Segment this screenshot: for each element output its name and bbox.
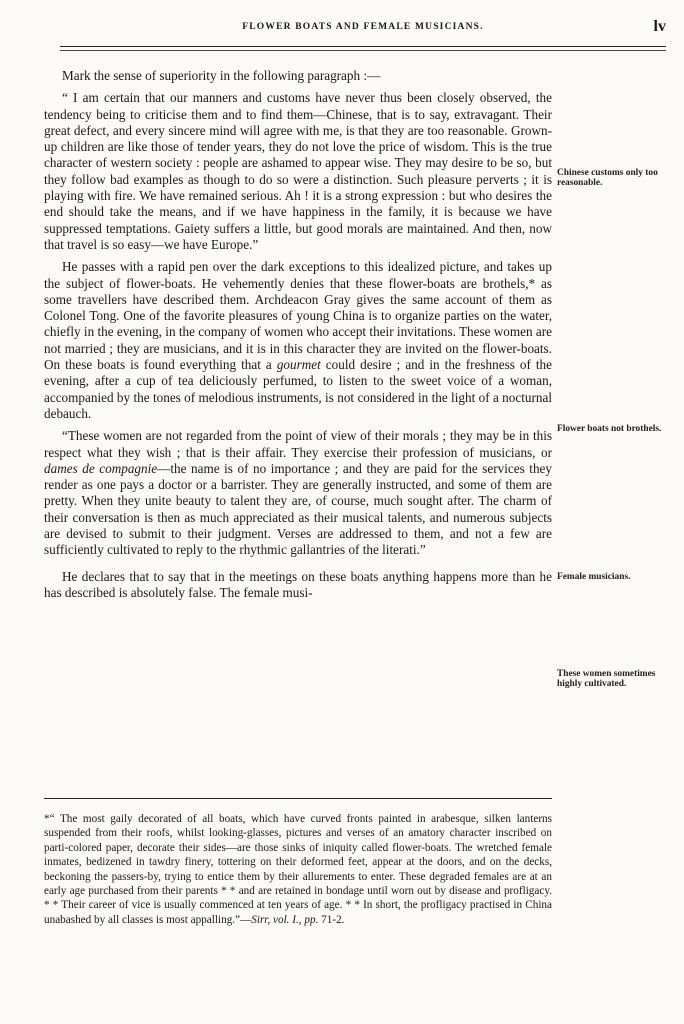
running-title: FLOWER BOATS AND FEMALE MUSICIANS. [242, 22, 484, 32]
footnote-pages: 71-2. [318, 913, 345, 926]
paragraph-declaration: He declares that to say that in the meetings on these boats anything happens more than he has described is absolutely false. The female musi- [44, 568, 552, 600]
header-rule [60, 46, 666, 47]
paragraph-intro: Mark the sense of superiority in the following paragraph :— [62, 68, 381, 83]
margin-note-cultivated: These women sometimes highly cultivated. [557, 669, 656, 689]
margin-note-female-musicians: Female musicians. [557, 572, 631, 582]
paragraph-quote-customs: “ I am certain that our manners and customs have never thus been closely observed, the tendency being to criticise them and to find them—Chinese, that is to say, extravagant. Their great defect, and every sincere mind will agree with me, is that they are too reasonable. Grown-up children are like those of tender years, they do not love the price of wisdom. This is the true character of western society : people are ashamed to appear wise. They may desire to be so, but they follow bad examples as though to do so were a distinction. Such pleasure perverts ; it is playing with fire. We have remained serious. Ah ! it is a strong expression : but who desires the end should take the means, and if we have happiness in the family, it is because we have suppressed temptations. Gaiety suffers a little, but good morals are maintained. And then, now that travel is so easy—we have Europe.” [44, 90, 552, 252]
main-text [44, 68, 552, 601]
footnote-rule [44, 798, 552, 799]
italic-term-dames: dames de compagnie [44, 460, 158, 476]
page-number: lv [653, 18, 666, 35]
page-header [60, 18, 666, 40]
paragraph-quote-musicians [44, 428, 552, 558]
margin-note-customs: Chinese customs only too reasonable. [557, 168, 658, 188]
text-span: “These women are not regarded from the point of view of their morals ; they may be in this respect what they wish ; that is their affair. They exercise their profession of musicians, or [44, 428, 552, 460]
margin-note-not-brothels: Flower boats not brothels. [557, 424, 662, 434]
italic-term-gourmet: gourmet [276, 357, 321, 373]
text-span: could desire ; and in the freshness of the evening, after a cup of tea deliciously perfumed, to listen to the sweet voice of a woman, accompanied by the tones of melodious instruments, is not considered in the light of a nocturnal debauch. [44, 357, 553, 421]
footnote [44, 812, 552, 927]
header-rule-secondary [60, 50, 666, 51]
text-span: —the name is of no importance ; and they are paid for the services they render as one pays a doctor or a barrister. They are generally instructed, and some of them are pretty. When they unite beauty to talent they are, of course, much sought after. The charm of their conversation is then as much appreciated as their musical talents, and numerous subjects are devised to submit to their judgment. Verses are addressed to them, and not a few are sufficiently cultivated to reply to the rhythmic gallantries of the literati.” [44, 460, 552, 558]
text-span: He passes with a rapid pen over the dark exceptions to this idealized picture, and takes up the subject of flower-boats. He vehemently denies that these flower-boats are brothels,* as some travellers have described them. Archdeacon Gray gives the same account of them as Colonel Tong. One of the favorite pleasures of young China is to organize parties on the water, chiefly in the evening, in the company of women who accept their invitations. These women are not married ; they are musicians, and it is in this character they are invited on the flower-boats. On these boats is found everything that a [44, 259, 552, 373]
paragraph-flower-boats [44, 259, 552, 422]
footnote-text: *“ The most gaily decorated of all boats, which have curved fronts painted in arabesque, silken lanterns suspended from their roofs, whilst looking-glasses, pictures and verses of an amatory character inscribed on parti-colored paper, decorate their sides—are those sinks of iniquity called flower-boats. The wretched female inmates, bedizened in tawdry finery, tottering on their deformed feet, appear at the doors, and on the decks, beckoning the passers-by, trying to entice them by their allurements to enter. These degraded females are at an early age purchased from their parents * * and are retained in bondage until worn out by disease and profligacy. * * Their career of vice is usually commenced at ten years of age. * * In short, the profligacy practised in China unabashed by all classes is most appalling.”— [44, 813, 552, 926]
footnote-citation: Sirr, vol. I., pp. [251, 913, 319, 926]
